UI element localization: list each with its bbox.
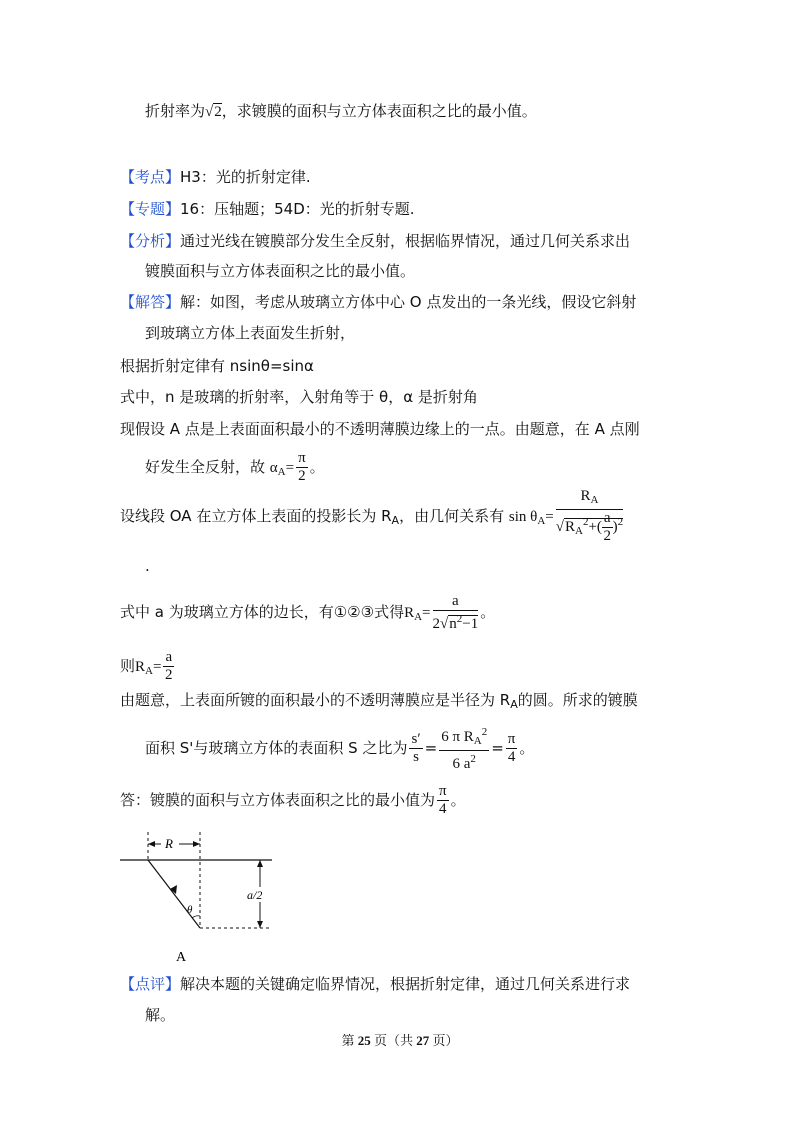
- a2-arrow-down-icon: [257, 921, 263, 928]
- theta-arc: [192, 916, 200, 918]
- dianping-tag: 【点评】: [120, 975, 181, 993]
- jieda-tag: 【解答】: [120, 293, 181, 311]
- fenxi-text-2: 镀膜面积与立方体表面积之比的最小值。: [145, 262, 416, 280]
- r-label: R: [165, 836, 173, 851]
- zhuanti-text: 16：压轴题；54D：光的折射专题.: [180, 200, 415, 218]
- ra-subscript: A: [510, 698, 518, 711]
- sin-theta-fraction: $R_A$ $√R_A^2+$( $\frac{a}{2}$ )$^2$: [555, 488, 624, 544]
- fenxi-text: 通过光线在镀膜部分发生全反射，根据临界情况，通过几何关系求出: [180, 232, 631, 250]
- page-total: 27: [416, 1033, 430, 1048]
- mid-line: [120, 592, 495, 637]
- sin-theta: $\sin \theta_A=$: [508, 509, 554, 527]
- pi-over-4-fraction: $\frac{\pi}{4}$: [439, 783, 447, 817]
- point-a-label: A: [176, 950, 187, 965]
- footer-suffix: 页）: [432, 1033, 459, 1048]
- zhuanti-line: [120, 198, 415, 220]
- ratio-text: 面积 S'与玻璃立方体的表面积 S 之比为: [145, 739, 408, 757]
- mid-text: 式中 a 为玻璃立方体的边长，有①②③式得: [120, 603, 405, 621]
- period: 。: [480, 603, 496, 621]
- jieda-text: 解：如图，考虑从玻璃立方体中心 O 点发出的一条光线，假设它斜射: [180, 293, 637, 311]
- kaodian-tag: 【考点】: [120, 168, 181, 186]
- period: 。: [519, 739, 535, 757]
- page-number: 25: [357, 1033, 371, 1048]
- ra-symbol: $R_A=$: [404, 605, 431, 623]
- text: 折射率为: [145, 102, 206, 120]
- page-footer: [0, 1030, 800, 1049]
- dianping-text-2: 解。: [145, 1006, 176, 1024]
- ra-fraction: $\frac{a}{2√n^2-1}$: [432, 592, 479, 632]
- assume-text-2: 好发生全反射，故: [145, 458, 266, 476]
- r-arrow-left-icon: [148, 841, 155, 847]
- refraction-figure: [118, 830, 288, 970]
- area-fraction: $\frac{6 \pi R_A^2}{6 a^2}$: [441, 726, 488, 772]
- pi-over-4-fraction: $\frac{\pi}{4}$: [507, 731, 516, 765]
- intro-line: [145, 100, 537, 123]
- fenxi-line-2: [145, 260, 415, 282]
- kaodian-line: [120, 166, 311, 188]
- period: 。: [450, 791, 466, 809]
- sqrt-symbol: √: [205, 104, 214, 120]
- pi-over-2-fraction: $\frac{\pi}{2}$: [298, 450, 306, 484]
- theta-label: θ: [187, 904, 193, 916]
- text: ，求镀膜的面积与立方体表面积之比的最小值。: [221, 102, 537, 120]
- dianping-text: 解决本题的关键确定临界情况，根据折射定律，通过几何关系进行求: [180, 975, 631, 993]
- jieda-line-2: [145, 322, 355, 344]
- dot-line: [145, 555, 150, 577]
- dianping-line: [120, 973, 630, 995]
- assume-line: [120, 418, 640, 440]
- law-text: 根据折射定律有 nsinθ=sinα: [120, 357, 314, 375]
- projection-text: 设线段 OA 在立方体上表面的投影长为 R: [120, 507, 392, 525]
- zhuanti-tag: 【专题】: [120, 200, 181, 218]
- a2-arrow-up-icon: [257, 860, 263, 867]
- alpha-symbol: $\alpha_A=$: [269, 460, 295, 478]
- jieda-line: [120, 291, 636, 313]
- fenxi-line: [120, 230, 630, 252]
- then-text: 则: [120, 657, 136, 675]
- where-line: [120, 386, 478, 408]
- dianping-line-2: [145, 1004, 175, 1026]
- jieda-text-2: 到玻璃立方体上表面发生折射，: [145, 324, 356, 342]
- dot: .: [145, 557, 150, 575]
- a-over-2-fraction: $\frac{a}{2}$: [165, 649, 173, 683]
- then-line: [120, 646, 176, 691]
- radius-text-2: 的圆。所求的镀膜: [517, 691, 638, 709]
- projection-line: [120, 488, 625, 545]
- assume-text: 现假设 A 点是上表面面积最小的不透明薄膜边缘上的一点。由题意，在 A 点刚: [120, 420, 640, 438]
- answer-text: 答：镀膜的面积与立方体表面积之比的最小值为: [120, 791, 436, 809]
- law-line: [120, 355, 314, 377]
- a2-label: a/2: [247, 888, 263, 902]
- fenxi-tag: 【分析】: [120, 232, 181, 250]
- period: 。: [309, 458, 325, 476]
- ratio-line: 面积 S'与玻璃立方体的表面积 S 之比为 $\frac{s'}{s}$ = $\frac{6 \pi R_A^2}{6 a^2}$ = $\frac{\pi}{4}$ 。: [145, 726, 535, 772]
- assume-line-2: [145, 449, 325, 490]
- where-text: 式中，n 是玻璃的折射率，入射角等于 θ，α 是折射角: [120, 388, 478, 406]
- r-arrow-right-icon: [193, 841, 200, 847]
- kaodian-text: H3：光的折射定律.: [180, 168, 311, 186]
- projection-text-2: ，由几何关系有: [399, 507, 505, 525]
- s-ratio-fraction: $\frac{s'}{s}$: [411, 731, 421, 765]
- footer-prefix: 第: [341, 1033, 355, 1048]
- footer-mid: 页（共: [373, 1033, 413, 1048]
- ra-subscript: A: [391, 514, 400, 527]
- radius-line: [120, 689, 638, 716]
- ra-symbol: $R_A=$: [135, 659, 162, 677]
- sqrt-radicand: 2: [214, 104, 222, 120]
- radius-text: 由题意，上表面所镀的面积最小的不透明薄膜应是半径为 R: [120, 691, 511, 709]
- answer-line: [120, 780, 466, 820]
